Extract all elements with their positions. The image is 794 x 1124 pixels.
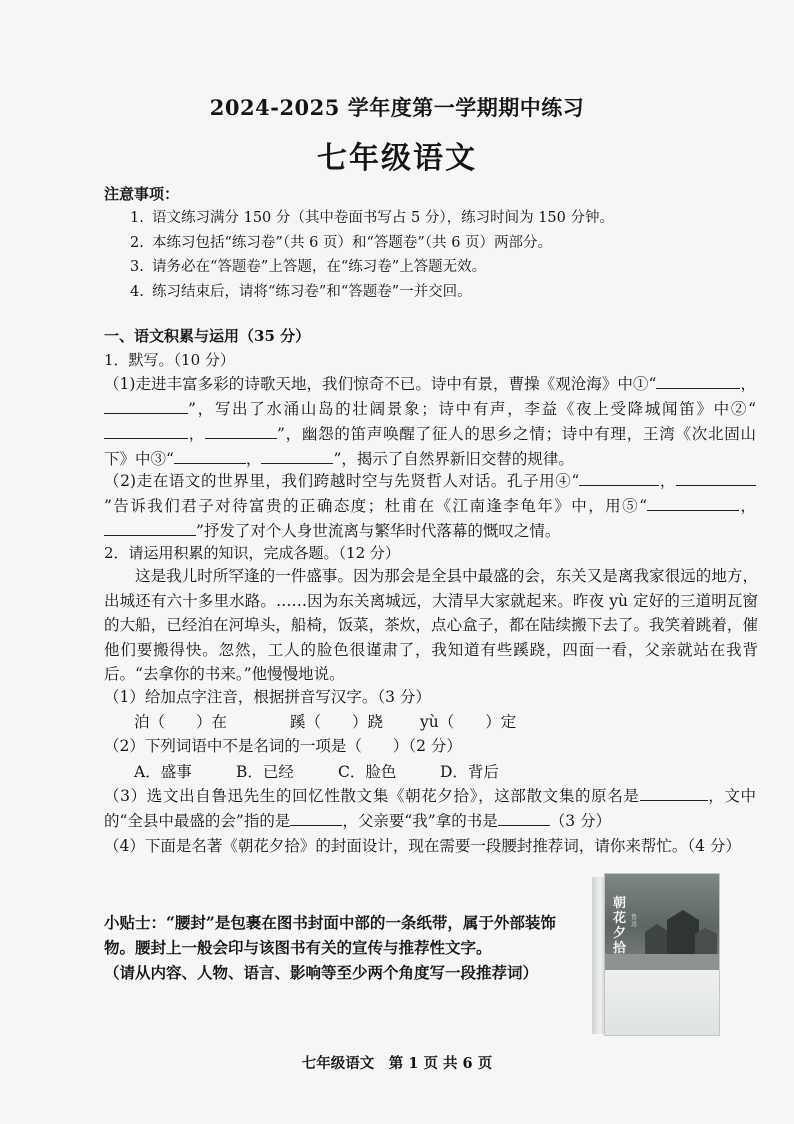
choice-option: B．已经 [236, 763, 294, 781]
subquestion-2-title: （2）下列词语中不是名词的一项是（ ）（2 分） [104, 737, 462, 755]
pinyin-item: 蹊（ ）跷 [290, 713, 384, 731]
book-cover-image [592, 873, 720, 1036]
answer-blank[interactable] [205, 422, 277, 439]
book-author: 鲁迅 [631, 914, 638, 928]
reading-passage: 这是我儿时所罕逢的一件盛事。因为那会是全县中最盛的会，东关又是离我家很远的地方，出城还有六十多里水路。……因为东关离城远，大清早大家就起来。昨夜 yù 定好的三道明瓦窗的大船，已经泊在河埠头，船椅，饭菜，茶炊，点心盒子，都在陆续搬下去了。我笑着跳着，催他们要搬得快。忽然，工人的脸色很谨肃了，我知道有些蹊跷，四面一看，父亲就站在我背后。“去拿你的书来。”他慢慢地说。 [104, 567, 758, 684]
subquestion-4: （4）下面是名著《朝花夕拾》的封面设计，现在需要一段腰封推荐词，请你来帮忙。（4 分） [104, 837, 741, 855]
choice-option: A．盛事 [134, 763, 192, 781]
book-title: 朝花夕拾 [613, 896, 627, 956]
answer-blank[interactable] [104, 422, 188, 439]
notice-item: 2. 本练习包括“练习卷”（共 6 页）和“答题卷”（共 6 页）两部分。 [130, 234, 553, 251]
question-1-part-1: （1)走进丰富多彩的诗歌天地，我们惊奇不已。诗中有景，曹操《观沧海》中①“ ，”，写出了水涌山岛的壮阔景象；诗中有声，李益《夜上受降城闻笛》中②“， ”，幽怨的笛声唤醒了征人的思乡之情；诗中有理，王湾《次北固山下》中③“ ， ”，揭示了自然界新旧交替的规律。 [104, 372, 756, 472]
answer-blank[interactable] [640, 784, 708, 801]
answer-blank[interactable] [104, 519, 196, 536]
page-footer: 七年级语文 第 1 页 共 6 页 [301, 1055, 493, 1072]
answer-blank[interactable] [656, 372, 740, 389]
subject-title: 七年级语文 [317, 141, 477, 176]
answer-blank[interactable] [647, 494, 739, 511]
question-1-part-2: （2)走在语文的世界里，我们跨越时空与先贤哲人对话。孔子用④“ ，”告诉我们君子对待富贵的正确态度；杜甫在《江南逢李龟年》中，用⑤“ ，”抒发了对个人身世流离与繁华时代落幕的慨叹之情。 [104, 469, 756, 544]
subquestion-1-title: （1）给加点字注音，根据拼音写汉字。（3 分） [104, 688, 431, 706]
tip-note: （请从内容、人物、语言、影响等至少两个角度写一段推荐词） [104, 963, 539, 982]
answer-blank[interactable] [579, 469, 659, 486]
book-cover-art [605, 874, 719, 970]
exam-title: 2024-2025 学年度第一学期期中练习 [209, 95, 585, 120]
answer-blank[interactable] [290, 809, 342, 826]
notice-list [130, 206, 750, 304]
question-1-title: 1．默写。（10 分） [104, 351, 235, 369]
pinyin-item: 泊（ ）在 [134, 713, 228, 731]
question-2-title: 2．请运用积累的知识，完成各题。（12 分） [104, 544, 400, 562]
notice-item: 3. 请务必在“答题卷”上答题，在“练习卷”上答题无效。 [130, 259, 487, 275]
answer-blank[interactable] [174, 447, 246, 464]
choice-option: D．背后 [440, 763, 499, 781]
notice-heading: 注意事项： [104, 185, 180, 203]
notice-item: 1. 语文练习满分 150 分（其中卷面书写占 5 分），练习时间为 150 分钟。 [130, 210, 614, 226]
section-heading: 一、语文积累与运用（35 分） [104, 327, 311, 345]
book-front [604, 873, 720, 1036]
notice-item: 4. 练习结束后，请将“练习卷”和“答题卷”一并交回。 [130, 283, 472, 300]
tip-box [104, 910, 574, 985]
answer-blank[interactable] [676, 469, 756, 486]
answer-blank[interactable] [498, 809, 550, 826]
choice-option: C．脸色 [338, 763, 397, 781]
pinyin-item: yù（ ）定 [420, 713, 517, 731]
answer-blank[interactable] [104, 397, 188, 414]
tip-text: 小贴士：“腰封”是包裹在图书封面中部的一条纸带，属于外部装饰物。腰封上一般会印与该图书有关的宣传与推荐性文字。 [104, 913, 556, 957]
subquestion-3: （3）选文出自鲁迅先生的回忆性散文集《朝花夕拾》，这部散文集的原名是 ，文中的“全县中最盛的会”指的是 ，父亲要“我”拿的书是 （3 分） [104, 784, 756, 834]
book-belly-band [605, 970, 719, 1035]
answer-blank[interactable] [261, 447, 333, 464]
